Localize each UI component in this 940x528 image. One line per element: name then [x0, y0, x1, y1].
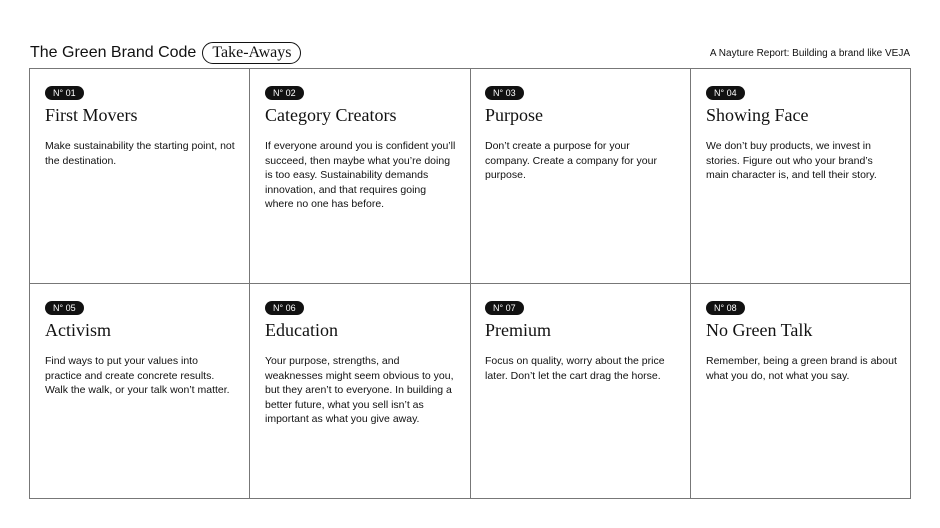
- card-text: We don’t buy products, we invest in stories. Figure out who your brand’s main character is, and tell their story.: [706, 140, 877, 181]
- takeaway-card: [470, 284, 690, 499]
- number-badge: N° 07: [485, 301, 524, 315]
- number-badge: N° 03: [485, 86, 524, 100]
- card-heading: First Movers: [45, 105, 138, 125]
- page-title: The Green Brand Code: [30, 44, 197, 61]
- takeaway-card: [250, 69, 470, 284]
- number-badge: N° 02: [265, 86, 304, 100]
- card-text: Your purpose, strengths, and weaknesses might seem obvious to you, but they aren’t to everyone. In building a better future, what you sell isn’t as important as what you give away.: [265, 355, 454, 425]
- card-text: If everyone around you is confident you’ll succeed, then maybe what you’re doing is too easy. Sustainability demands innovation, and that requires going where no one has before.: [265, 140, 456, 210]
- takeaway-card: [470, 69, 690, 284]
- card-heading: Premium: [485, 320, 551, 340]
- card-heading: Education: [265, 320, 338, 340]
- takeaway-card: [30, 284, 250, 499]
- number-badge: N° 01: [45, 86, 84, 100]
- card-text: Focus on quality, worry about the price later. Don’t let the cart drag the horse.: [485, 355, 665, 382]
- card-text: Make sustainability the starting point, not the destination.: [45, 140, 235, 167]
- card-heading: No Green Talk: [706, 320, 813, 340]
- page-header: [30, 42, 910, 66]
- card-text: Remember, being a green brand is about what you do, not what you say.: [706, 355, 897, 382]
- card-text: Find ways to put your values into practice and create concrete results. Walk the walk, or your talk won’t matter.: [45, 355, 230, 396]
- takeaway-card: [30, 69, 250, 284]
- takeaway-card: [691, 284, 911, 499]
- number-badge: N° 08: [706, 301, 745, 315]
- card-text: Don’t create a purpose for your company. Create a company for your purpose.: [485, 140, 657, 181]
- takeaway-card: [250, 284, 470, 499]
- takeaway-card: [691, 69, 911, 284]
- card-heading: Category Creators: [265, 105, 397, 125]
- report-title: A Nayture Report: Building a brand like VEJA: [709, 48, 910, 59]
- takeaways-pill: Take-Aways: [202, 42, 301, 64]
- takeaways-grid: [29, 68, 911, 499]
- card-heading: Purpose: [485, 105, 543, 125]
- number-badge: N° 05: [45, 301, 84, 315]
- number-badge: N° 04: [706, 86, 745, 100]
- card-heading: Activism: [45, 320, 111, 340]
- title-group: [30, 42, 301, 64]
- card-heading: Showing Face: [706, 105, 809, 125]
- number-badge: N° 06: [265, 301, 304, 315]
